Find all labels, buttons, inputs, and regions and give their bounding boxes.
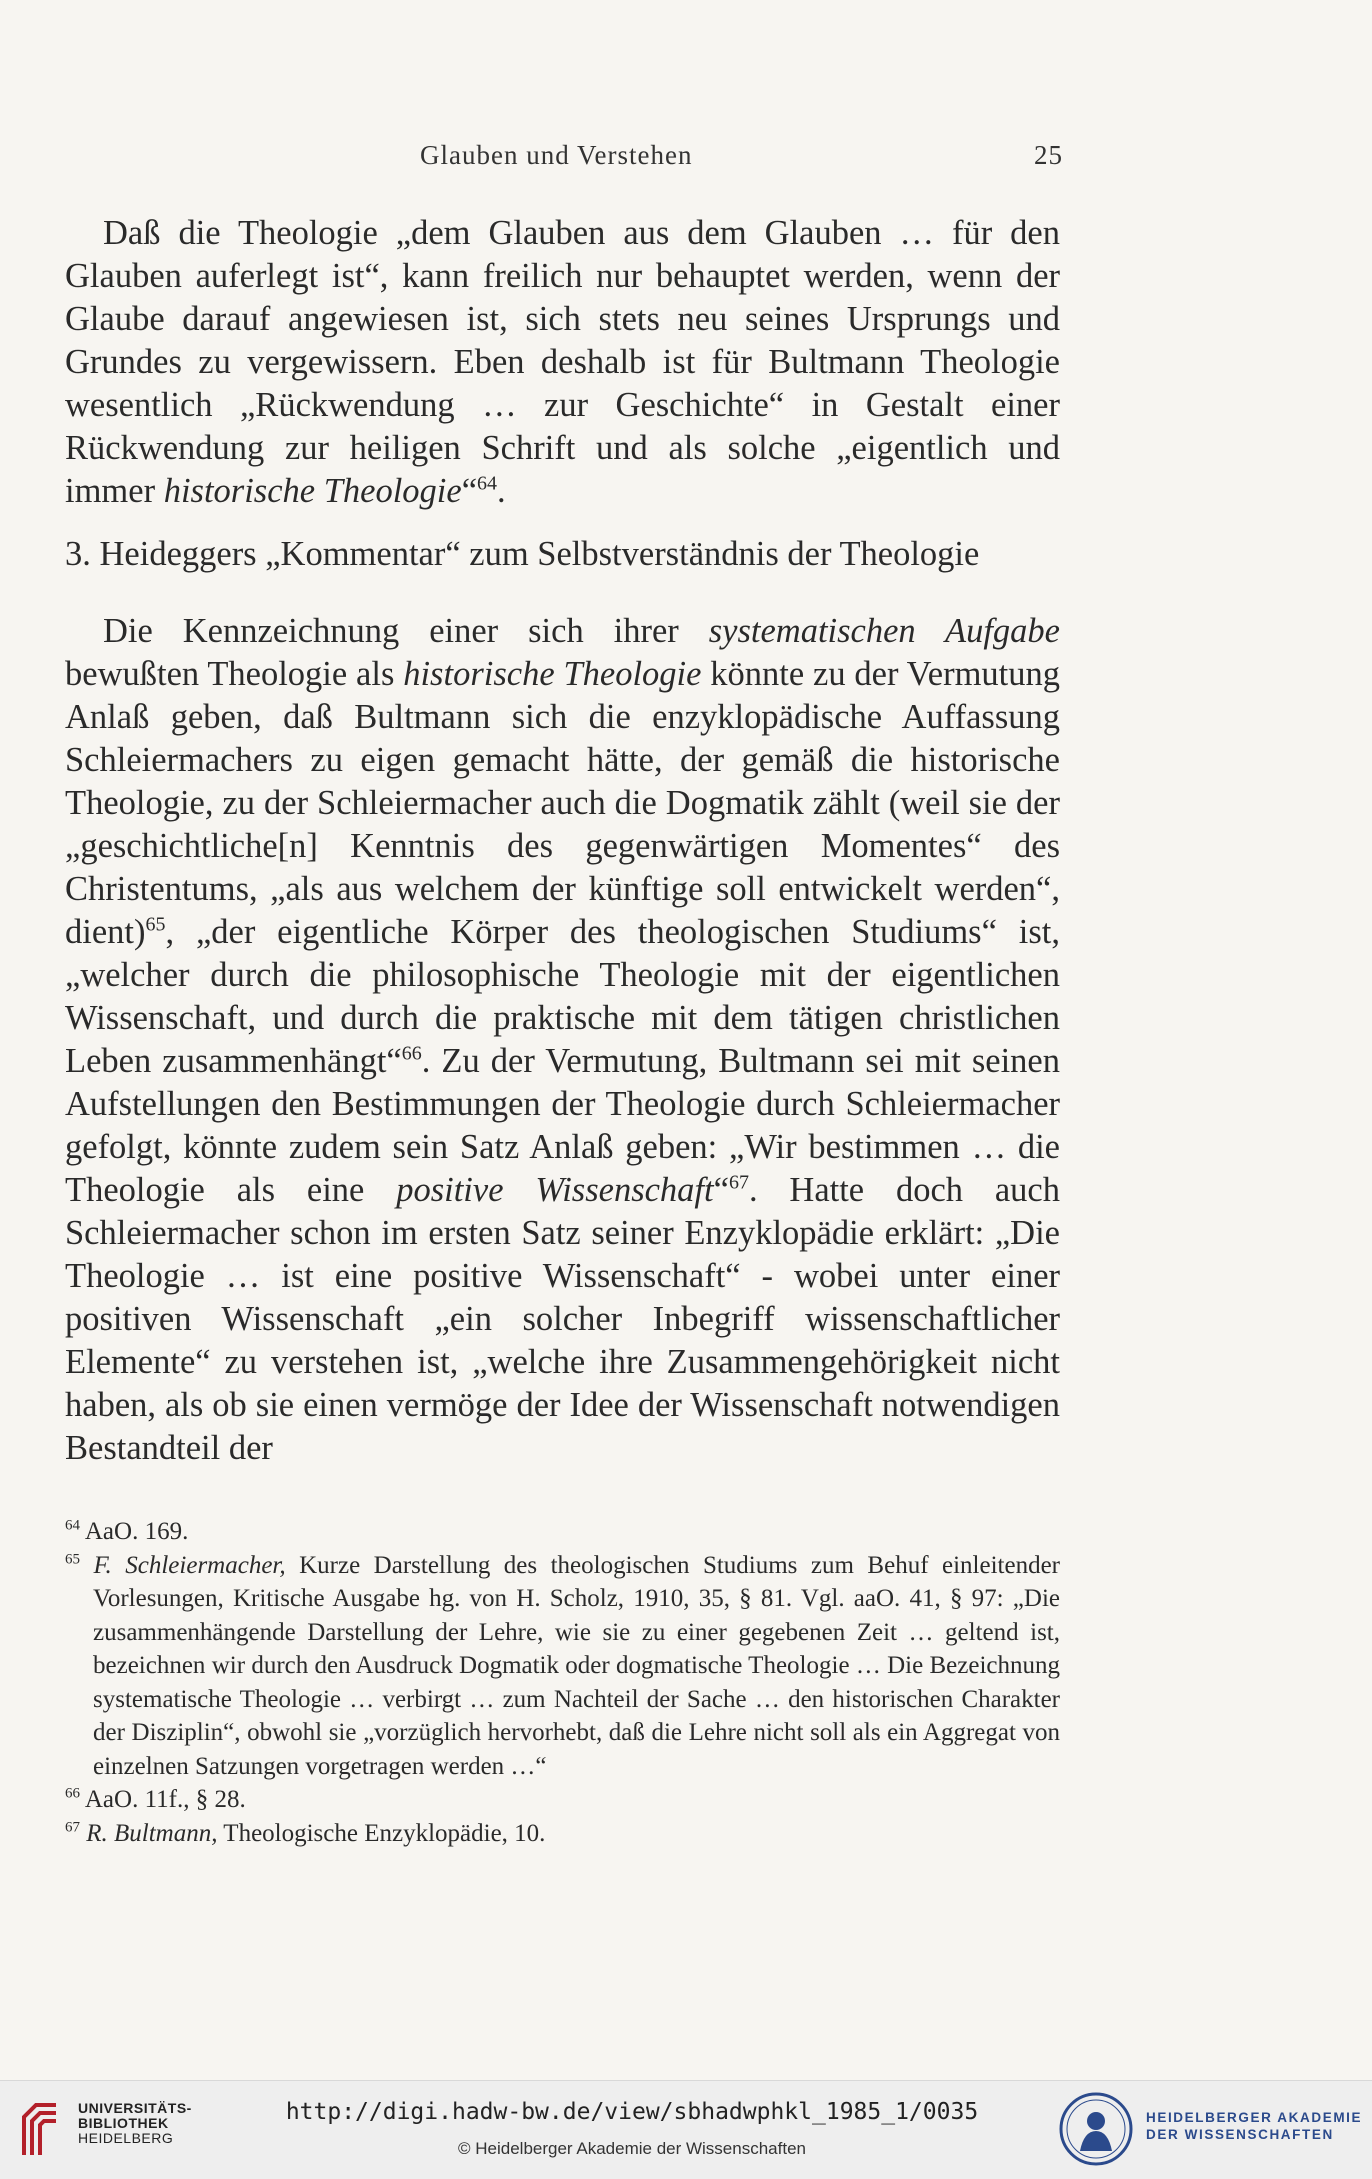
footnote-ref[interactable]: 65 bbox=[145, 913, 166, 936]
footnote-number: 64 bbox=[65, 1517, 80, 1534]
library-line: BIBLIOTHEK bbox=[78, 2115, 169, 2131]
text-run: . bbox=[497, 472, 506, 510]
text-run: “ bbox=[461, 472, 478, 510]
university-library-name[interactable] bbox=[78, 2101, 192, 2146]
footnote-ref[interactable]: 64 bbox=[477, 472, 498, 495]
footnote-number: 65 bbox=[65, 1551, 80, 1568]
academy-line: HEIDELBERGER AKADEMIE bbox=[1146, 2110, 1363, 2125]
emphasis: historische Theologie bbox=[163, 472, 462, 510]
main-text bbox=[65, 212, 1060, 1470]
footnote bbox=[65, 1515, 1060, 1549]
text-run: . Zu der Vermutung, Bultmann sei mit seinen Aufstellungen den Bestimmungen der Theologie durch Schleiermacher gefolgt, könnte zudem sein Satz Anlaß geben: „Wir bestimmen … die Theologie als eine bbox=[65, 1042, 1060, 1209]
footnote-text: Kurze Darstellung des theologischen Studiums zum Behuf einleitender Vorlesungen, Kritische Ausgabe hg. von H. Scholz, 1910, 35, § 81. Vgl. aaO. 41, § 97: „Die zusammenhängende Darstellung der Lehre, wie sie zu einer gegebenen Zeit … geltend ist, bezeichnen wir durch den Ausdruck Dogmatik oder dogmatische Theologie … Die Bezeichnung systematische Theologie … verbirgt … zum Nachteil der Sache … den historischen Charakter der Disziplin“, obwohl sie „vorzüglich hervorhebt, daß die Lehre nicht soll als ein Aggregat von einzelnen Satzungen vorgetragen werden …“ bbox=[93, 1551, 1060, 1780]
emphasis: positive Wissenschaft bbox=[396, 1171, 714, 1209]
text-run: Daß die Theologie „dem Glauben aus dem Glauben … für den Glauben auferlegt ist“, kann freilich nur behauptet werden, wenn der Glaube darauf angewiesen ist, sich stets neu seines Ursprungs und Grundes zu vergewissern. Eben deshalb ist für Bultmann Theologie wesentlich „Rückwendung … zur Geschichte“ in Gestalt einer Rückwendung zur heiligen Schrift und als solche „eigentlich und immer bbox=[65, 214, 1060, 510]
emphasis: historische Theologie bbox=[403, 655, 702, 693]
footnote-text: AaO. 11f., § 28. bbox=[84, 1786, 246, 1813]
text-run: . Hatte doch auch Schleiermacher schon im ersten Satz seiner Enzyklopädie erklärt: „Die Theologie … ist eine positive Wissenschaft“ - wobei unter einer positiven Wissenschaft „ein solcher Inbegriff wissenschaftlicher Elemente“ zu verstehen ist, „welche ihre Zusammengehörigkeit nicht haben, als ob sie einen vermöge der Idee der Wissenschaft notwendigen Bestandteil der bbox=[65, 1171, 1060, 1467]
footnote-number: 67 bbox=[65, 1819, 80, 1836]
paragraph-2 bbox=[65, 610, 1060, 1470]
copyright-notice: © Heidelberger Akademie der Wissenschaften bbox=[458, 2139, 806, 2158]
library-line: UNIVERSITÄTS- bbox=[78, 2100, 192, 2116]
footnote-author: R. Bultmann, bbox=[86, 1819, 218, 1847]
paragraph-1 bbox=[65, 212, 1060, 513]
section-heading: 3. Heideggers „Kommentar“ zum Selbstverständnis der Theologie bbox=[65, 535, 980, 573]
text-run: “ bbox=[713, 1171, 729, 1209]
running-head bbox=[0, 140, 1372, 180]
academy-name[interactable] bbox=[1146, 2109, 1362, 2143]
footnote bbox=[65, 1783, 1060, 1817]
text-run: Die Kennzeichnung einer sich ihrer bbox=[103, 612, 709, 650]
page-number: 25 bbox=[1034, 140, 1063, 170]
footnote-author: F. Schleiermacher, bbox=[93, 1551, 286, 1579]
academy-line: DER WISSENSCHAFTEN bbox=[1146, 2127, 1334, 2142]
text-run: könnte zu der Vermutung Anlaß geben, daß Bultmann sich die enzyklopädische Auffassung Schleiermachers zu eigen gemacht hätte, der gemäß die historische Theologie, zu der Schleiermacher auch die Dogmatik zählt (weil sie der „geschichtliche[n] Kenntnis des gegenwärtigen Momentes“ des Christentums, „als aus welchem der künftige soll entwickelt werden“, dient) bbox=[65, 655, 1060, 951]
text-run: , „der eigentliche Körper des theologischen Studiums“ ist, „welcher durch die philosophische Theologie mit der eigentlichen Wissenschaft, und durch die praktische mit dem tätigen christlichen Leben zusammenhängt“ bbox=[65, 913, 1060, 1080]
footnotes bbox=[65, 1515, 1060, 1850]
academy-seal-icon[interactable] bbox=[1058, 2091, 1134, 2167]
permalink-url[interactable]: http://digi.hadw-bw.de/view/sbhadwphkl_1985_1/0035 bbox=[285, 2099, 979, 2125]
running-title: Glauben und Verstehen bbox=[420, 140, 693, 170]
footnote-ref[interactable]: 67 bbox=[728, 1171, 749, 1194]
university-library-logo-icon[interactable] bbox=[14, 2095, 66, 2161]
viewer-footer bbox=[0, 2080, 1372, 2179]
footnote-text: Theologische Enzyklopädie, 10. bbox=[217, 1819, 546, 1847]
footnote bbox=[65, 1817, 1060, 1851]
footnote-number: 66 bbox=[65, 1785, 80, 1802]
footnote-ref[interactable]: 66 bbox=[401, 1042, 422, 1065]
emphasis: systematischen Aufgabe bbox=[708, 612, 1060, 650]
footnote-text: AaO. 169. bbox=[84, 1518, 189, 1545]
text-run: bewußten Theologie als bbox=[65, 655, 404, 693]
footnote bbox=[65, 1549, 1060, 1784]
library-line: HEIDELBERG bbox=[78, 2130, 174, 2146]
